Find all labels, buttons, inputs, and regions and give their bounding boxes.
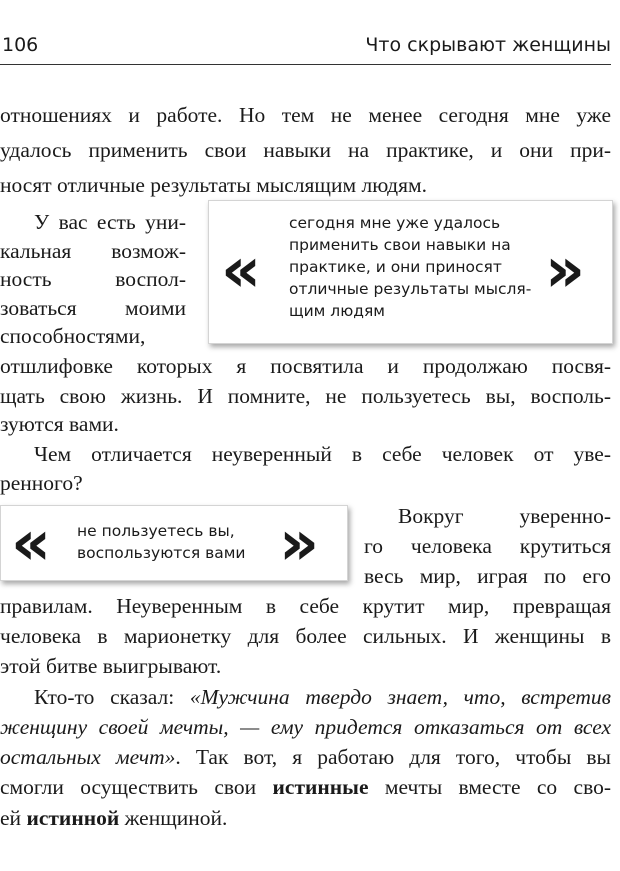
body-line: Чем отличается неуверенный в себе человек от уве-: [34, 442, 611, 466]
body-line: отшлифовке которых я посвятила и продолжаю посвя-: [0, 354, 611, 378]
pull-quote: [0, 505, 348, 581]
open-quote-mark: «: [221, 233, 254, 306]
body-line: ность воспол-: [0, 267, 186, 291]
body-line: зоваться моими: [0, 296, 186, 320]
quote-italic: «Мужчина твердо знает, что, встретив: [189, 685, 611, 709]
close-quote-mark: »: [279, 506, 312, 579]
body-line: го человека крутиться: [364, 534, 611, 558]
body-line: смогли осуществить свои истинные мечты вместе со сво-: [0, 775, 611, 799]
body-line: щать свою жизнь. И помните, не пользуетесь вы, восполь-: [0, 384, 611, 408]
body-line: отношениях и работе. Но тем не менее сегодня мне уже: [0, 103, 611, 127]
quote-italic: женщину своей мечты, — ему придется отказаться от всех: [0, 715, 611, 739]
running-title: Что скрывают женщины: [365, 34, 611, 56]
pull-quote: [208, 200, 613, 344]
header-rule: [0, 64, 611, 65]
body-line: человека в марионетку для более сильных. И женщины в: [0, 624, 611, 648]
page-header: [0, 34, 611, 64]
page-number: 106: [2, 34, 39, 56]
body-line: У вас есть уни-: [34, 210, 186, 234]
body-line: [0, 713, 611, 741]
quote-italic: остальных мечт»: [0, 745, 176, 769]
bold-word: истинной: [26, 806, 120, 830]
bold-word: истинные: [272, 775, 369, 799]
body-line: весь мир, играя по его: [364, 564, 611, 588]
body-line: Вокруг уверенно-: [398, 504, 611, 528]
body-line: правилам. Неуверенным в себе крутит мир, превращая: [0, 594, 611, 618]
body-line: Кто-то сказал: «Мужчина твердо знает, что, встретив: [34, 685, 611, 709]
body-line: ей истинной женщиной.: [0, 806, 228, 830]
body-line: носят отличные результаты мыслящим людям.: [0, 173, 427, 197]
body-line: зуются вами.: [0, 412, 119, 436]
open-quote-mark: «: [11, 506, 44, 579]
body-line: этой битве выигрывают.: [0, 654, 222, 678]
pull-quote-text: сегодня мне уже удалось применить свои навыки на практике, и они приносят отличные результаты мысля- щим людям: [289, 214, 532, 320]
close-quote-mark: »: [545, 233, 578, 306]
pull-quote-text: не пользуетесь вы, воспользуются вами: [77, 522, 246, 562]
body-line: ренного?: [0, 471, 83, 495]
body-line: удалось применить свои навыки на практике, и они при-: [0, 138, 611, 162]
body-line: кальная возмож-: [0, 239, 186, 263]
body-line: способностями,: [0, 324, 146, 348]
body-line: остальных мечт». Так вот, я работаю для того, чтобы вы: [0, 745, 612, 769]
